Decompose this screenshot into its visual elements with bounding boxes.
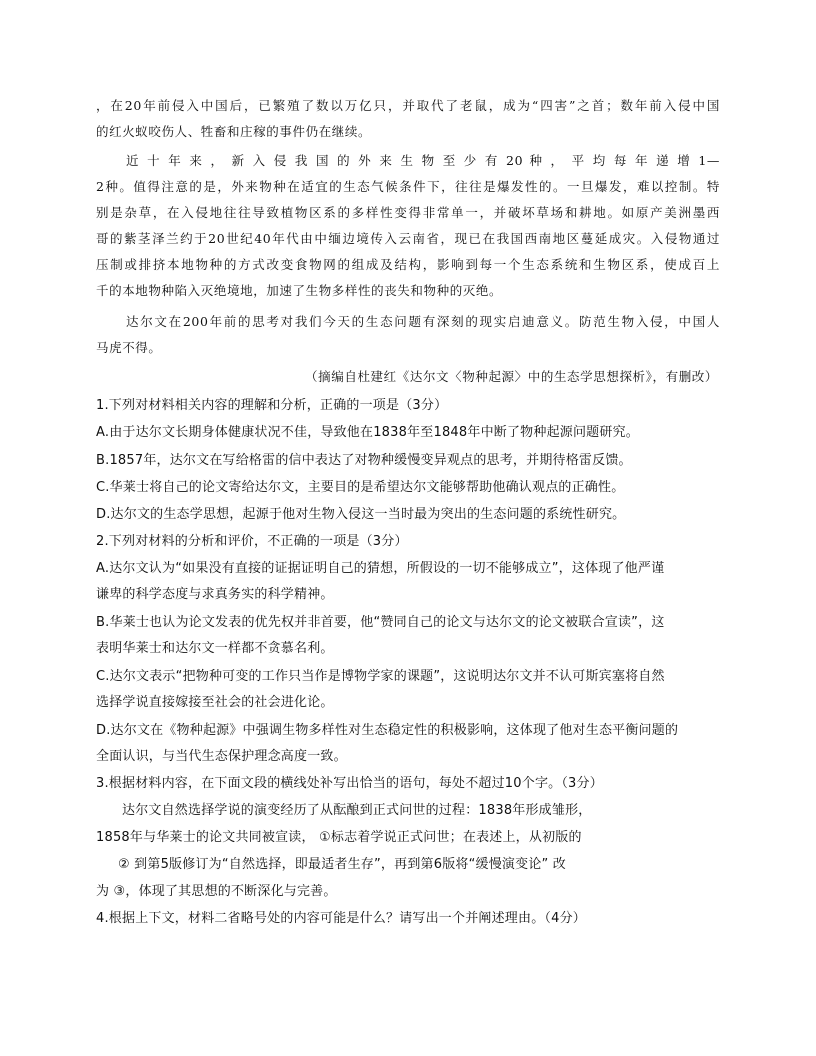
material-p1-line2: 的红火蚁咬伤人、牲畜和庄稼的事件仍在继续。 xyxy=(96,124,372,139)
material-p3-line1: 达尔文在200年前的思考对我们今天的生态问题有深刻的现实启迪意义。防范生物入侵，中国人 xyxy=(126,314,720,329)
q1-option-a: A.由于达尔文长期身体健康状况不佳，导致他在1838年至1848年中断了物种起源问题研究。 xyxy=(96,425,639,440)
material-p2-line2: 2种。值得注意的是，外来物种在适宜的生态气候条件下，往往是爆发性的。一旦爆发，难以控制。特 xyxy=(96,179,720,194)
q1-option-b: B.1857年，达尔文在写给格雷的信中表达了对物种缓慢变异观点的思考，并期待格雷反馈。 xyxy=(96,453,632,468)
q3-passage-line4: 为 ③，体现了其思想的不断深化与完善。 xyxy=(96,884,337,899)
q2-option-c-line2: 选择学说直接嫁接至社会的社会进化论。 xyxy=(96,695,334,710)
q4-stem: 4.根据上下文，材料二省略号处的内容可能是什么？请写出一个并阐述理由。（4分） xyxy=(96,911,586,926)
q2-option-d-line1: D.达尔文在《物种起源》中强调生物多样性对生态稳定性的积极影响，这体现了他对生态平衡问题的 xyxy=(96,723,679,738)
q2-option-d-line2: 全面认识，与当代生态保护理念高度一致。 xyxy=(96,749,347,764)
q1-stem: 1.下列对材料相关内容的理解和分析，正确的一项是（3分） xyxy=(96,398,448,413)
q2-stem: 2.下列对材料的分析和评价，不正确的一项是（3分） xyxy=(96,534,408,549)
q2-option-b-line2: 表明华莱士和达尔文一样都不贪慕名利。 xyxy=(96,641,334,656)
q1-option-c: C.华莱士将自己的论文寄给达尔文，主要目的是希望达尔文能够帮助他确认观点的正确性。 xyxy=(96,480,625,495)
material-p3-line2: 马虎不得。 xyxy=(96,340,162,355)
material-p2-line6: 千的本地物种陷入灭绝境地，加速了生物多样性的丧失和物种的灭绝。 xyxy=(96,283,503,298)
material-p2-line5: 压制或排挤本地物种的方式改变食物网的组成及结构，影响到每一个生态系统和生物区系，使成百上 xyxy=(96,257,720,272)
q3-passage-line3: ② 到第5版修订为“自然选择，即最适者生存”，再到第6版将“缓慢演变论” 改 xyxy=(118,857,567,872)
q3-passage-line2: 1858年与华莱士的论文共同被宣读， ①标志着学说正式问世；在表述上，从初版的 xyxy=(96,830,582,845)
material-p2-line3: 别是杂草，在入侵地往往导致植物区系的多样性变得非常单一，并破坏草场和耕地。如原产美洲墨西 xyxy=(96,205,720,220)
q2-option-a-line1: A.达尔文认为“如果没有直接的证据证明自己的猜想，所假设的一切不能够成立”，这体现了他严谨 xyxy=(96,561,665,576)
material-p2-line4: 哥的紫茎泽兰约于20世纪40年代由中缅边境传入云南省，现已在我国西南地区蔓延成灾。入侵物通过 xyxy=(96,231,720,246)
q2-option-b-line1: B.华莱士也认为论文发表的优先权并非首要，他“赞同自己的论文与达尔文的论文被联合宣读”，这 xyxy=(96,615,665,630)
material-source: （摘编自杜建红《达尔文〈物种起源〉中的生态学思想探析》，有删改） xyxy=(305,369,718,384)
q2-option-a-line2: 谦卑的科学态度与求真务实的科学精神。 xyxy=(96,587,334,602)
q2-option-c-line1: C.达尔文表示“把物种可变的工作只当作是博物学家的课题”，这说明达尔文并不认可斯宾塞将自然 xyxy=(96,669,665,684)
q3-passage-line1: 达尔文自然选择学说的演变经历了从酝酿到正式问世的过程：1838年形成雏形， xyxy=(122,803,592,818)
material-p2-line1: 近 十 年 来 ， 新 入 侵 我 国 的 外 来 生 物 至 少 有 20 种 ， 平 均 每 年 递 增 1— xyxy=(126,153,720,168)
material-p1-line1: ，在20年前侵入中国后，已繁殖了数以万亿只，并取代了老鼠，成为“四害”之首；数年前入侵中国 xyxy=(96,98,720,113)
q1-option-d: D.达尔文的生态学思想，起源于他对生物入侵这一当时最为突出的生态问题的系统性研究。 xyxy=(96,507,626,522)
q3-stem: 3.根据材料内容，在下面文段的横线处补写出恰当的语句，每处不超过10个字。（3分） xyxy=(96,776,603,791)
